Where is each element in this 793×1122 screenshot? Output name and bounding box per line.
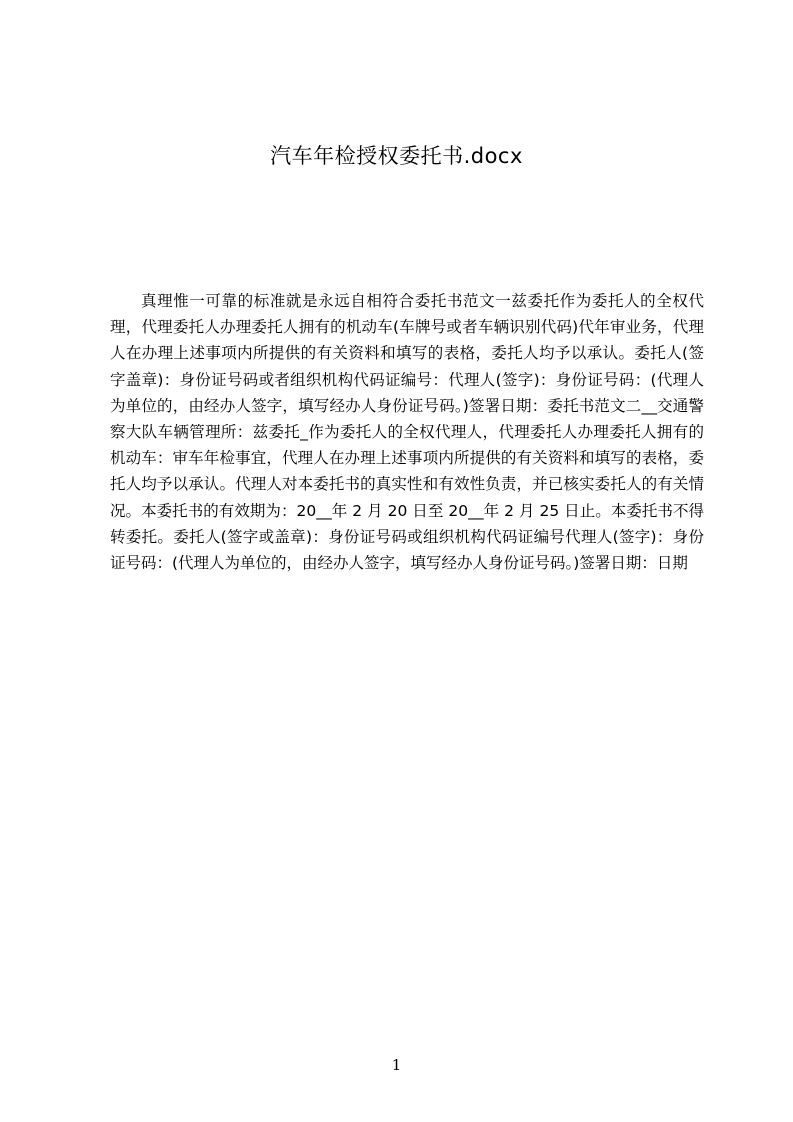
page-number: 1	[391, 1056, 402, 1074]
document-body-paragraph: 真理惟一可靠的标准就是永远自相符合委托书范文一兹委托作为委托人的全权代理，代理委托人办理委托人拥有的机动车(车牌号或者车辆识别代码)代年审业务，代理人在办理上述事项内所提供的有关资料和填写的表格，委托人均予以承认。委托人(签字盖章)：身份证号码或者组织机构代码证编号：代理人(签字)：身份证号码：(代理人为单位的，由经办人签字，填写经办人身份证号码。)签署日期：委托书范文二__交通警察大队车辆管理所：兹委托_作为委托人的全权代理人，代理委托人办理委托人拥有的机动车：审车年检事宜，代理人在办理上述事项内所提供的有关资料和填写的表格，委托人均予以承认。代理人对本委托书的真实性和有效性负责，并已核实委托人的有关情况。本委托书的有效期为：20__年 2 月 20 日至 20__年 2 月 25 日止。本委托书不得转委托。委托人(签字或盖章)：身份证号码或组织机构代码证编号代理人(签字)：身份证号码：(代理人为单位的，由经办人签字，填写经办人身份证号码。)签署日期：日期	[110, 292, 704, 573]
document-title: 汽车年检授权委托书.docx	[270, 144, 523, 168]
